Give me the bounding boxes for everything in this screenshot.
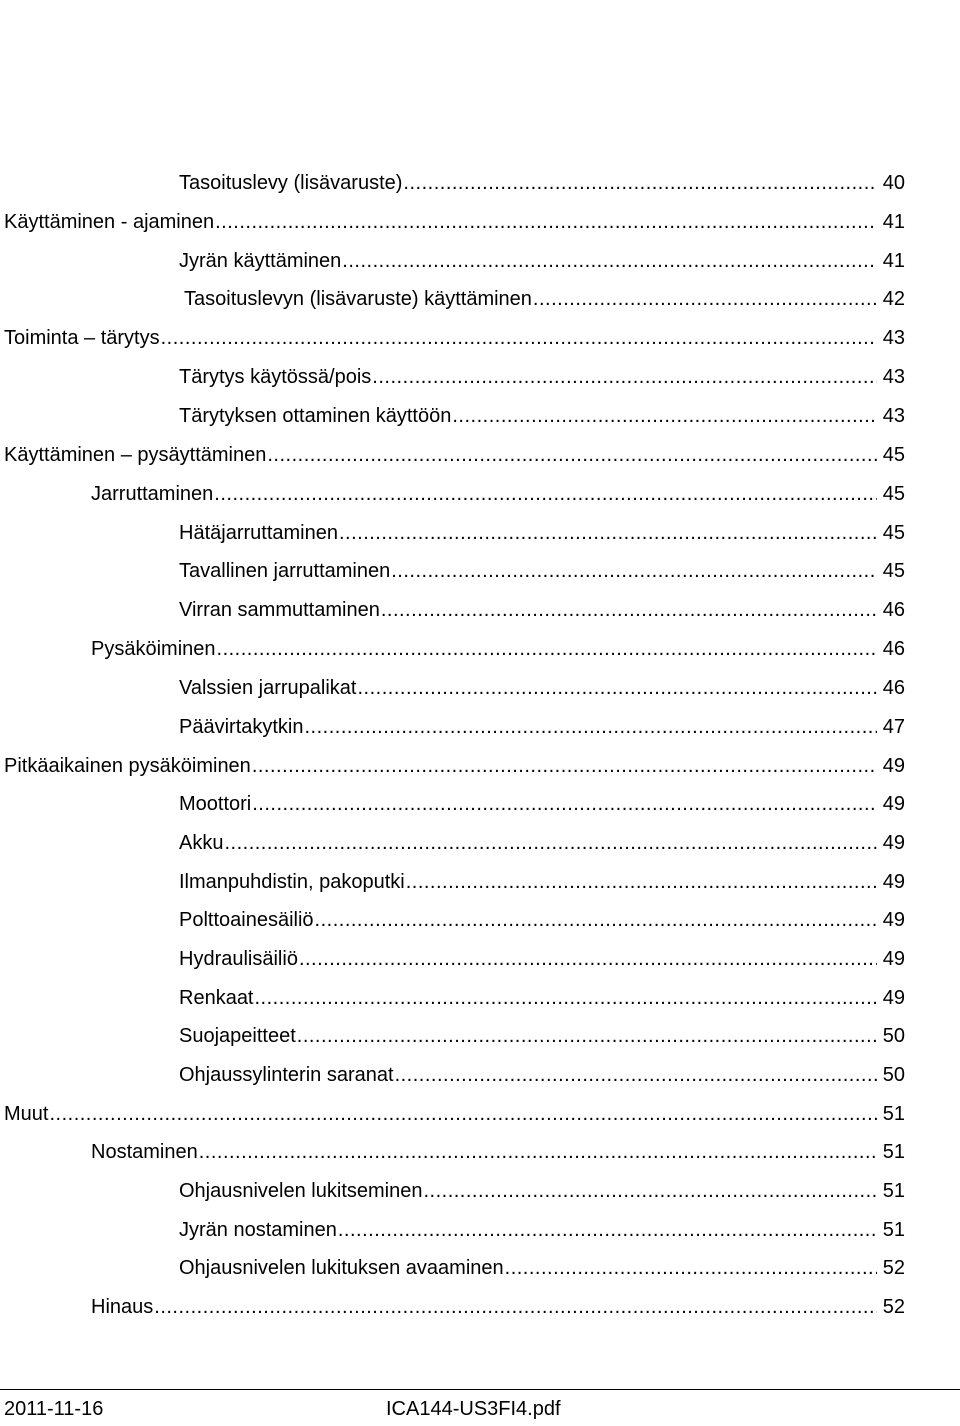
toc-entry[interactable] xyxy=(179,556,905,586)
toc-entry-page: 43 xyxy=(882,366,905,388)
toc-dot-leader xyxy=(505,1253,877,1283)
toc-dot-leader xyxy=(267,440,877,470)
toc-entry-title: Tasoituslevy (lisävaruste) xyxy=(179,172,403,194)
toc-dot-leader xyxy=(391,556,877,586)
toc-dot-leader xyxy=(199,1137,877,1167)
toc-dot-leader xyxy=(403,168,877,198)
toc-entry-page: 52 xyxy=(882,1296,905,1318)
toc-dot-leader xyxy=(299,944,877,974)
toc-entry[interactable] xyxy=(4,1099,905,1129)
toc-entry-page: 51 xyxy=(882,1103,905,1125)
toc-entry-page: 49 xyxy=(882,871,905,893)
toc-entry[interactable] xyxy=(184,284,905,314)
toc-entry[interactable] xyxy=(4,323,905,353)
toc-dot-leader xyxy=(255,983,878,1013)
toc-entry-page: 50 xyxy=(882,1025,905,1047)
toc-entry[interactable] xyxy=(179,362,905,392)
toc-dot-leader xyxy=(214,479,877,509)
toc-entry-title: Muut xyxy=(4,1103,49,1125)
toc-entry[interactable] xyxy=(179,1060,905,1090)
toc-entry-page: 46 xyxy=(882,638,905,660)
toc-entry-title: Tärytyksen ottaminen käyttöön xyxy=(179,405,452,427)
toc-dot-leader xyxy=(305,712,878,742)
toc-entry-page: 45 xyxy=(882,483,905,505)
toc-entry[interactable] xyxy=(4,440,905,470)
toc-entry-page: 46 xyxy=(882,677,905,699)
toc-entry-page: 52 xyxy=(882,1257,905,1279)
toc-entry[interactable] xyxy=(91,1292,905,1322)
toc-entry-page: 49 xyxy=(882,909,905,931)
toc-entry-title: Akku xyxy=(179,832,224,854)
toc-dot-leader xyxy=(452,401,877,431)
toc-entry-title: Jyrän nostaminen xyxy=(179,1219,337,1241)
toc-entry-page: 41 xyxy=(882,250,905,272)
toc-entry[interactable] xyxy=(179,789,905,819)
toc-dot-leader xyxy=(533,284,877,314)
toc-entry-title: Moottori xyxy=(179,793,252,815)
toc-entry[interactable] xyxy=(179,595,905,625)
toc-entry-page: 47 xyxy=(882,716,905,738)
toc-entry[interactable] xyxy=(179,1176,905,1206)
toc-entry-page: 50 xyxy=(882,1064,905,1086)
footer-date: 2011-11-16 xyxy=(4,1398,104,1420)
toc-entry[interactable] xyxy=(179,673,905,703)
toc-entry-title: Jarruttaminen xyxy=(91,483,214,505)
toc-entry-title: Valssien jarrupalikat xyxy=(179,677,357,699)
toc-entry-page: 45 xyxy=(882,444,905,466)
toc-entry-title: Ohjaussylinterin saranat xyxy=(179,1064,394,1086)
toc-entry-page: 43 xyxy=(882,327,905,349)
toc-dot-leader xyxy=(423,1176,877,1206)
toc-entry-page: 51 xyxy=(882,1180,905,1202)
toc-dot-leader xyxy=(339,518,877,548)
toc-entry[interactable] xyxy=(179,712,905,742)
toc-entry-page: 49 xyxy=(882,755,905,777)
toc-dot-leader xyxy=(252,751,877,781)
toc-entry-title: Ohjausnivelen lukituksen avaaminen xyxy=(179,1257,504,1279)
toc-dot-leader xyxy=(49,1099,877,1129)
toc-entry-title: Tavallinen jarruttaminen xyxy=(179,560,391,582)
toc-entry[interactable] xyxy=(4,751,905,781)
toc-entry-title: Päävirtakytkin xyxy=(179,716,304,738)
toc-entry[interactable] xyxy=(179,867,905,897)
toc-dot-leader xyxy=(315,905,877,935)
toc-entry-title: Ohjausnivelen lukitseminen xyxy=(179,1180,423,1202)
toc-entry-title: Polttoainesäiliö xyxy=(179,909,314,931)
toc-entry[interactable] xyxy=(91,479,905,509)
toc-entry-page: 49 xyxy=(882,948,905,970)
toc-entry[interactable] xyxy=(179,1253,905,1283)
toc-entry[interactable] xyxy=(4,207,905,237)
toc-entry[interactable] xyxy=(179,1215,905,1245)
toc-entry-title: Toiminta – tärytys xyxy=(4,327,160,349)
toc-entry[interactable] xyxy=(179,168,905,198)
toc-entry-title: Suojapeitteet xyxy=(179,1025,296,1047)
toc-entry-title: Hinaus xyxy=(91,1296,154,1318)
toc-dot-leader xyxy=(161,323,877,353)
toc-dot-leader xyxy=(395,1060,877,1090)
toc-entry-page: 40 xyxy=(882,172,905,194)
toc-entry-title: Tasoituslevyn (lisävaruste) käyttäminen xyxy=(184,288,532,310)
toc-entry-title: Käyttäminen - ajaminen xyxy=(4,211,215,233)
toc-dot-leader xyxy=(372,362,877,392)
toc-entry[interactable] xyxy=(179,401,905,431)
toc-entry[interactable] xyxy=(179,246,905,276)
toc-entry[interactable] xyxy=(179,1021,905,1051)
toc-entry-page: 43 xyxy=(882,405,905,427)
toc-entry-page: 45 xyxy=(882,560,905,582)
toc-entry[interactable] xyxy=(179,828,905,858)
toc-entry[interactable] xyxy=(179,944,905,974)
toc-entry[interactable] xyxy=(179,905,905,935)
page-footer xyxy=(0,1389,960,1426)
toc-dot-leader xyxy=(252,789,877,819)
toc-entry-title: Pitkäaikainen pysäköiminen xyxy=(4,755,251,777)
toc-entry[interactable] xyxy=(179,983,905,1013)
footer-filename: ICA144-US3FI4.pdf xyxy=(386,1398,561,1420)
toc-entry-title: Käyttäminen – pysäyttäminen xyxy=(4,444,267,466)
toc-entry-page: 49 xyxy=(882,832,905,854)
toc-entry-title: Ilmanpuhdistin, pakoputki xyxy=(179,871,405,893)
toc-entry-page: 42 xyxy=(882,288,905,310)
toc-dot-leader xyxy=(358,673,878,703)
toc-entry-title: Tärytys käytössä/pois xyxy=(179,366,372,388)
toc-dot-leader xyxy=(297,1021,877,1051)
toc-entry-page: 49 xyxy=(882,793,905,815)
toc-entry-page: 51 xyxy=(882,1219,905,1241)
toc-entry-title: Hätäjarruttaminen xyxy=(179,522,338,544)
toc-entry-page: 51 xyxy=(882,1141,905,1163)
toc-entry-title: Hydraulisäiliö xyxy=(179,948,298,970)
toc-dot-leader xyxy=(154,1292,877,1322)
toc-entry-title: Nostaminen xyxy=(91,1141,198,1163)
toc-entry[interactable] xyxy=(91,634,905,664)
toc-dot-leader xyxy=(406,867,877,897)
toc-entry[interactable] xyxy=(179,518,905,548)
toc-dot-leader xyxy=(215,207,877,237)
toc-dot-leader xyxy=(342,246,877,276)
toc-entry-title: Renkaat xyxy=(179,987,254,1009)
toc-dot-leader xyxy=(217,634,877,664)
toc-entry-page: 45 xyxy=(882,522,905,544)
toc-dot-leader xyxy=(338,1215,877,1245)
toc-entry[interactable] xyxy=(91,1137,905,1167)
toc-entry-page: 41 xyxy=(882,211,905,233)
toc-dot-leader xyxy=(381,595,877,625)
toc-entry-page: 49 xyxy=(882,987,905,1009)
toc-entry-page: 46 xyxy=(882,599,905,621)
toc-dot-leader xyxy=(224,828,877,858)
toc-entry-title: Virran sammuttaminen xyxy=(179,599,380,621)
toc-entry-title: Pysäköiminen xyxy=(91,638,216,660)
toc-entry-title: Jyrän käyttäminen xyxy=(179,250,342,272)
